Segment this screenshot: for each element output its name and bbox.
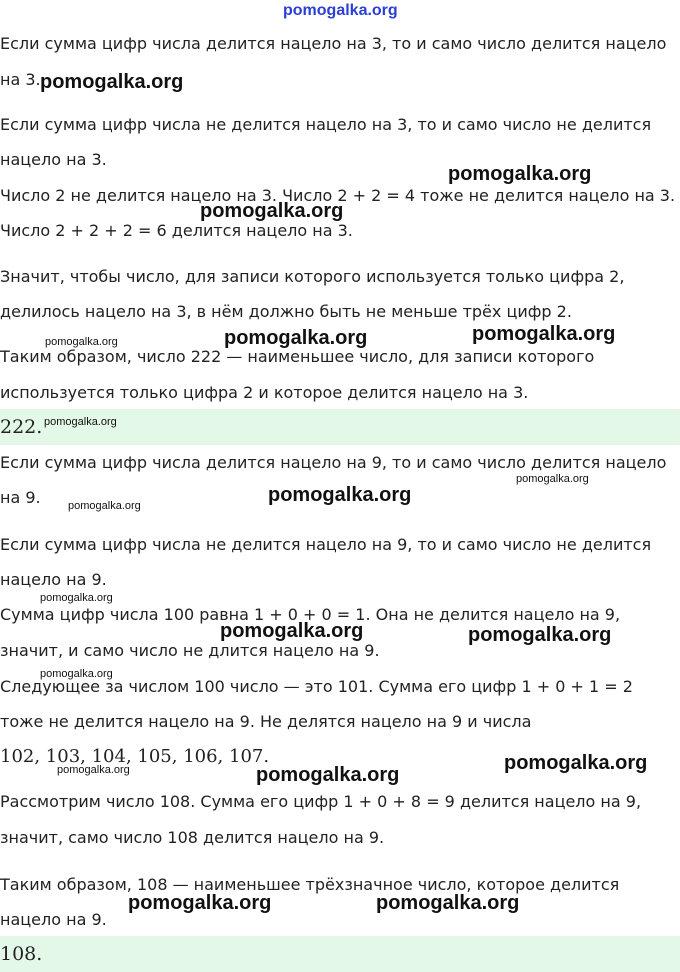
text-line: значит, и само число не длится нацело на 9. [0,641,380,660]
watermark: pomogalka.org [128,892,272,914]
watermark: pomogalka.org [268,484,412,506]
answer-value: 222. [0,416,43,438]
watermark: pomogalka.org [68,500,141,512]
text-line: Следующее за числом 100 число — это 101. Сумма его цифр 1 + 0 + 1 = 2 [0,677,633,696]
text-line: Рассмотрим число 108. Сумма его цифр 1 + 0 + 8 = 9 делится нацело на 9, [0,792,642,811]
watermark: pomogalka.org [468,624,612,646]
text-line: значит, само число 108 делится нацело на 9. [0,828,385,847]
text-line: нацело на 3. [0,150,107,169]
text-line: 102, 103, 104, 105, 106, 107. [0,746,270,767]
answer-box [0,936,680,972]
text-line: Сумма цифр числа 100 равна 1 + 0 + 0 = 1. Она не делится нацело на 9, [0,605,621,624]
text-line: нацело на 9. [0,910,107,929]
watermark: pomogalka.org [40,592,113,604]
text-line: Таким образом, 108 — наименьшее трёхзначное число, которое делится [0,875,620,894]
watermark: pomogalka.org [40,71,184,93]
watermark: pomogalka.org [376,892,520,914]
text-line: делилось нацело на 3, в нём должно быть не меньше трёх цифр 2. [0,302,572,321]
watermark: pomogalka.org [256,764,400,786]
text-line: Число 2 не делится нацело на 3. Число 2 + 2 = 4 тоже не делится нацело на 3. [0,186,676,205]
watermark: pomogalka.org [45,336,118,348]
watermark: pomogalka.org [516,473,589,485]
text-line: Если сумма цифр числа делится нацело на 3, то и само число делится нацело [0,34,667,53]
watermark: pomogalka.org [448,163,592,185]
watermark: pomogalka.org [220,620,364,642]
text-line: Число 2 + 2 + 2 = 6 делится нацело на 3. [0,221,353,240]
text-line: на 3. [0,70,41,89]
watermark: pomogalka.org [200,200,344,222]
watermark: pomogalka.org [472,323,616,345]
watermark: pomogalka.org [40,668,113,680]
text-line: Если сумма цифр числа делится нацело на 9, то и само число делится нацело [0,453,667,472]
watermark: pomogalka.org [224,327,368,349]
header-watermark[interactable]: pomogalka.org [283,2,398,19]
text-line: Значит, чтобы число, для записи которого используется только цифра 2, [0,267,625,286]
watermark: pomogalka.org [504,752,648,774]
watermark: pomogalka.org [44,416,117,428]
text-line: используется только цифра 2 и которое делится нацело на 3. [0,383,529,402]
text-line: тоже не делится нацело на 9. Не делятся нацело на 9 и числа [0,712,532,731]
watermark: pomogalka.org [57,764,130,776]
text-line: Если сумма цифр числа не делится нацело на 9, то и само число не делится [0,535,652,554]
text-line: Если сумма цифр числа не делится нацело на 3, то и само число не делится [0,115,652,134]
text-line: Таким образом, число 222 — наименьшее число, для записи которого [0,347,595,366]
answer-value: 108. [0,943,43,965]
text-line: нацело на 9. [0,570,107,589]
text-line: на 9. [0,488,41,507]
